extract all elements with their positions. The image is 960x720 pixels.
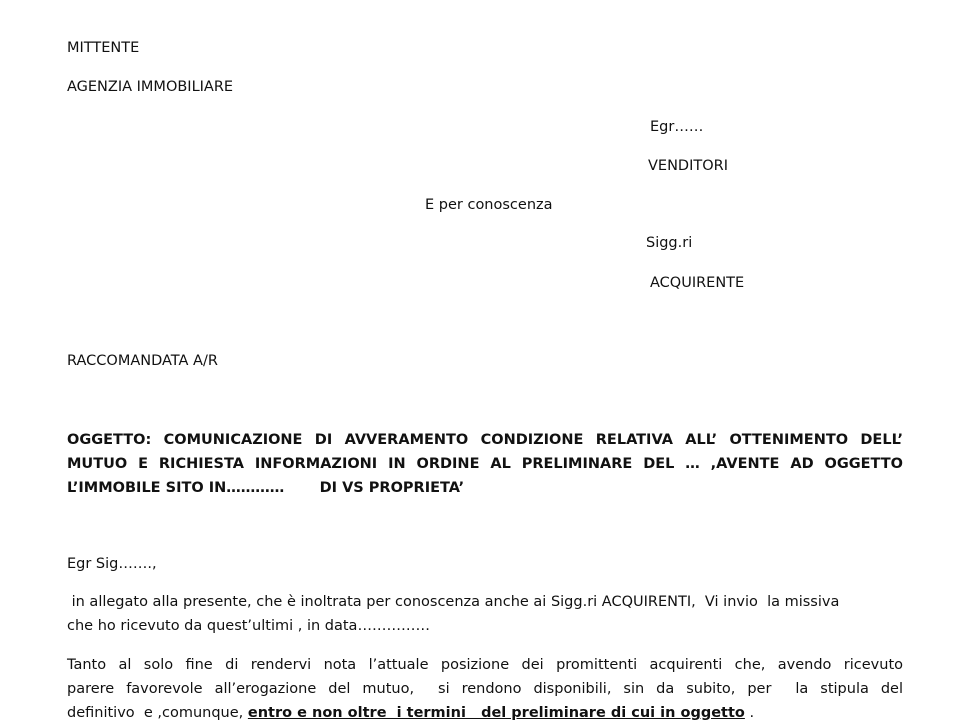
delivery-method: RACCOMANDATA A/R xyxy=(67,353,218,369)
subject-line-3: L’IMMOBILE SITO IN………… DI VS PROPRIETA’ xyxy=(67,480,465,496)
sender-name: AGENZIA IMMOBILIARE xyxy=(67,79,234,95)
paragraph-1 xyxy=(67,590,903,638)
paragraph-2 xyxy=(67,653,903,720)
cc-label: E per conoscenza xyxy=(425,197,553,213)
greeting: Egr Sig……., xyxy=(67,556,157,572)
recipient-salutation: Egr…… xyxy=(650,119,704,135)
deadline-emphasis: entro e non oltre i termini del preliminare di cui in oggetto xyxy=(247,705,745,720)
paragraph-2-line-1: Tanto al solo fine di rendervi nota l’attuale posizione dei promittenti acquirenti che, avendo ricevuto xyxy=(67,657,903,673)
sender-label: MITTENTE xyxy=(67,40,140,56)
cc-salutation: Sigg.ri xyxy=(646,235,693,251)
paragraph-1-line-1: in allegato alla presente, che è inoltrata per conoscenza anche ai Sigg.ri ACQUIRENTI, Vi invio la missiva xyxy=(67,594,840,610)
subject-line-2: MUTUO E RICHIESTA INFORMAZIONI IN ORDINE AL PRELIMINARE DEL … ,AVENTE AD OGGETTO xyxy=(67,456,903,472)
paragraph-2-line-3-start: definitivo e ,comunque, xyxy=(67,705,248,720)
subject-line-1: OGGETTO: COMUNICAZIONE DI AVVERAMENTO CONDIZIONE RELATIVA ALL’ OTTENIMENTO DELL’ xyxy=(67,432,903,448)
cc-role: ACQUIRENTE xyxy=(650,275,745,291)
subject-block xyxy=(67,428,903,500)
paragraph-1-line-2: che ho ricevuto da quest’ultimi , in data…………… xyxy=(67,618,430,634)
recipient-role: VENDITORI xyxy=(648,158,728,174)
paragraph-2-line-2: parere favorevole all’erogazione del mutuo, si rendono disponibili, sin da subito, per la stipula del xyxy=(67,681,903,697)
paragraph-2-line-3 xyxy=(67,701,903,720)
paragraph-2-line-3-end: . xyxy=(744,705,755,720)
